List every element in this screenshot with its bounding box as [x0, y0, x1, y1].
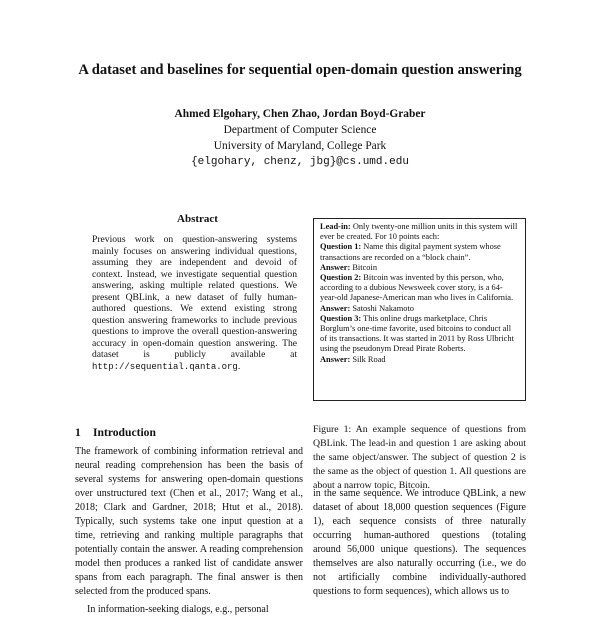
abstract-text: Previous work on question-answering systems mainly focuses on answering individual questions, assuming they are independent and devoid of context. Instead, we investigate sequential question answering, asking multiple related questions. We present QBLink, a new dataset of fully human-authored questions. We extend existing strong question answering frameworks to include previous questions to improve the overall question-answering accuracy in open-domain question answering. The dataset is publicly available at [92, 234, 297, 360]
intro-left-column [75, 445, 303, 617]
section-heading [75, 426, 156, 439]
a2-label: Answer: [320, 303, 351, 313]
q2-label: Question 2: [320, 273, 362, 283]
figure-answer-2 [320, 304, 519, 314]
figure-answer-1 [320, 263, 519, 273]
a2-text: Satoshi Nakamoto [352, 303, 414, 313]
section-title: Introduction [93, 426, 156, 439]
section-number: 1 [75, 426, 81, 439]
abstract-body [92, 234, 297, 373]
figure-leadin [320, 222, 519, 242]
figure-answer-3 [320, 355, 519, 365]
figure-question-2 [320, 273, 519, 304]
q1-text: Name this digital payment system whose transactions are recorded on a “block chain”. [320, 242, 501, 262]
abstract-heading: Abstract [177, 213, 218, 225]
affiliation-department: Department of Computer Science [223, 124, 377, 136]
author-block [0, 106, 600, 170]
abstract-end: . [237, 360, 241, 372]
dataset-url[interactable]: http://sequential.qanta.org [92, 361, 238, 372]
a3-label: Answer: [320, 354, 351, 364]
figure-question-1 [320, 242, 519, 262]
figure-1-box [313, 218, 526, 401]
leadin-label: Lead-in: [320, 222, 351, 231]
a1-text: Bitcoin [352, 262, 378, 272]
leadin-text: Only twenty-one million units in this system will ever be created. For 10 points each: [320, 222, 518, 242]
author-names: Ahmed Elgohary, Chen Zhao, Jordan Boyd-Graber [174, 108, 426, 120]
a1-label: Answer: [320, 262, 351, 272]
intro-paragraph-2: In information-seeking dialogs, e.g., personal [87, 604, 269, 615]
q3-label: Question 3: [320, 313, 362, 323]
intro-right-column: in the same sequence. We introduce QBLink, a new dataset of about 18,000 question sequences (Figure 1), each sequence consists of three naturally occurring human-authored questions (totaling around 56,000 unique questions). The sequences themselves are also naturally occurring (i.e., we do not artificially combine individually-authored questions to form sequences), which allows us to [313, 488, 526, 597]
q1-label: Question 1: [320, 242, 362, 252]
figure-question-3 [320, 314, 519, 355]
intro-paragraph-1: The framework of combining information retrieval and neural reading comprehension has been the basis of several systems for answering open-domain questions over unstructured text (Chen et al., 2017; Wang et al., 2018; Clark and Gardner, 2018; Htut et al., 2018). Typically, such systems take one input question at a time, retrieving and ranking multiple paragraphs that potentially contain the answer. A reading comprehension model then produces a ranked list of candidate answer spans from each paragraph. The final answer is then selected from the produced spans. [75, 446, 303, 597]
paper-title: A dataset and baselines for sequential open-domain question answering [78, 62, 522, 78]
affiliation-university: University of Maryland, College Park [213, 140, 387, 152]
author-email: {elgohary, chenz, jbg}@cs.umd.edu [191, 156, 409, 168]
a3-text: Silk Road [352, 354, 386, 364]
figure-1-caption: Figure 1: An example sequence of questions from QBLink. The lead-in and question 1 are asking about the same object/answer. The subject of question 2 is the same as the object of question 1. All questions are about a narrow topic, Bitcoin. [313, 424, 526, 491]
q2-text: Bitcoin was invented by this person, who, according to a dubious Newsweek cover story, is a 64-year-old Japanese-American man who lives in California. [320, 273, 514, 303]
q3-text: This online drugs marketplace, Chris Borglum’s one-time favorite, used bitcoins to conduct all of its transactions. It was started in 2011 by Ross Ulbricht using the pseudonym Dread Pirate Roberts. [320, 313, 514, 354]
